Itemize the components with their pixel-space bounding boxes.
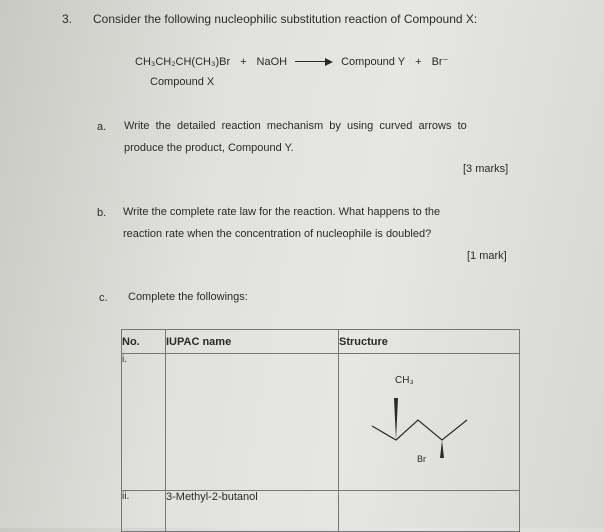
reaction-equation bbox=[135, 55, 448, 68]
part-a-line2: produce the product, Compound Y. bbox=[124, 142, 294, 154]
byproduct-formula: Br⁻ bbox=[431, 56, 449, 68]
part-a-letter: a. bbox=[97, 121, 107, 133]
reactant-label: Compound X bbox=[150, 76, 215, 88]
header-structure: Structure bbox=[339, 330, 520, 354]
row-number: i. bbox=[122, 354, 166, 491]
part-a-line1: Write the detailed reaction mechanism by using curved arrows to bbox=[124, 120, 467, 132]
reaction-arrow-icon bbox=[295, 57, 333, 67]
part-c-text: Complete the followings: bbox=[128, 291, 248, 303]
plus-sign: + bbox=[240, 55, 247, 68]
part-b-letter: b. bbox=[97, 207, 107, 219]
answer-table bbox=[121, 329, 520, 532]
iupac-answer-cell[interactable] bbox=[166, 354, 339, 491]
table-row bbox=[122, 491, 520, 532]
header-no: No. bbox=[122, 330, 166, 354]
part-b-text bbox=[123, 201, 440, 245]
table-row bbox=[122, 354, 520, 491]
skeletal-structure-icon bbox=[339, 354, 519, 490]
part-b-line1: Write the complete rate law for the reaction. What happens to the bbox=[123, 206, 441, 218]
part-a-text bbox=[124, 115, 516, 159]
structure-answer-cell[interactable] bbox=[339, 491, 520, 532]
reactant-formula: CH₃CH₂CH(CH₃)Br bbox=[135, 55, 231, 68]
part-b-marks: [1 mark] bbox=[467, 250, 507, 262]
table-header-row bbox=[122, 330, 520, 354]
iupac-name-cell: 3-Methyl-2-butanol bbox=[166, 491, 339, 532]
reagent-formula: NaOH bbox=[256, 55, 288, 68]
bromine-label: Br bbox=[417, 454, 426, 464]
plus-sign: + bbox=[415, 55, 422, 68]
question-prompt: Consider the following nucleophilic substitution reaction of Compound X: bbox=[93, 12, 478, 26]
part-a-marks: [3 marks] bbox=[463, 163, 509, 175]
methyl-label: CH₃ bbox=[395, 375, 414, 386]
product-name: Compound Y bbox=[341, 55, 406, 68]
part-b-line2: reaction rate when the concentration of nucleophile is doubled? bbox=[123, 228, 432, 240]
question-number: 3. bbox=[62, 12, 73, 26]
structure-cell bbox=[339, 354, 520, 491]
row-number: ii. bbox=[122, 491, 166, 532]
header-iupac-name: IUPAC name bbox=[166, 330, 339, 354]
part-c-letter: c. bbox=[99, 292, 108, 304]
